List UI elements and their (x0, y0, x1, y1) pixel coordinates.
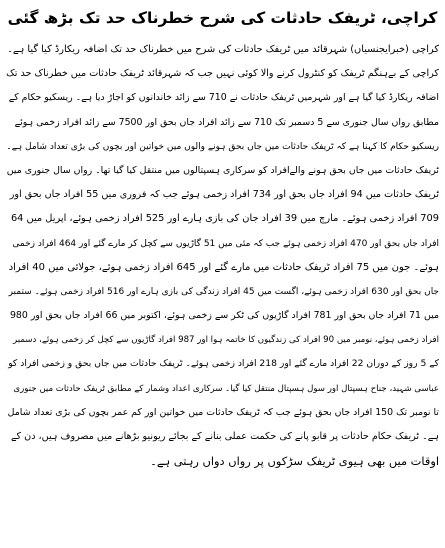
article-line-1: کراچی (خبرایجنسیاں) شہرقائد میں ٹریفک حادثات کی شرح میں خطرناک حد تک اضافہ ریکارڈ کیا گیا ہے۔ (7, 44, 439, 55)
article-line-4: مطابق رواں سال جنوری سے 5 دسمبر تک 710 سے زائد افراد جاں بحق اور 7500 سے زائد افراد زخمی ہوئے (14, 116, 439, 128)
article-line-18: اوقات میں بھی ہیوی ٹریفک سڑکوں پر رواں دواں رہتی ہے۔ (150, 454, 439, 469)
article-line-17: ہے۔ ٹریفک حکام حادثات پر قابو پانے کی حکمت عملی بنانے کے بجائے ریونیو بڑھانے میں مصروف ہیں، دن کے (10, 431, 439, 442)
article-line-12: میں 71 افراد جاں بحق اور 781 افراد گاڑیوں کی ٹکر سے زخمی ہوئے، اکتوبر میں 66 افراد جاں بحق اور 980 (9, 310, 439, 322)
article-body (6, 38, 439, 473)
article-line-15: عباسی شہید، جناح ہسپتال اور سول ہسپتال منتقل کیا گیا۔ سرکاری اعداد وشمار کے مطابق ٹریفک حادثات میں جنوری (13, 383, 439, 394)
article-line-7: ٹریفک حادثات میں 94 افراد جاں بحق اور 734 افراد زخمی ہوئے جب کہ فروری میں 55 افراد جاں بحق اور (9, 189, 439, 201)
article-line-13: افراد زخمی ہوئے، نومبر میں 90 افراد کی زندگیوں کا خاتمہ ہوا اور 987 افراد گاڑیوں سے کچل کر زخمی ہوئے، دسمبر (13, 335, 439, 346)
article-line-9: افراد جاں بحق اور 470 افراد زخمی ہوئے جب کہ مئی میں 51 گاڑیوں سے کچل کر مارے گئے اور 464 افراد زخمی (12, 238, 439, 249)
article-line-2: کراچی کے بےہنگم ٹریفک کو کنٹرول کرنے والا کوئی نہیں جب کہ شہرقائد ٹریفک حادثات میں خطرناک حد تک (6, 68, 439, 80)
article-line-11: جاں بحق اور 630 افراد زخمی ہوئے، اگست میں 45 افراد زندگی کی بازی ہارے اور 516 افراد زخمی ہوئے۔ ستمبر (8, 286, 439, 297)
article-line-5: ریسکیو حکام کا کہنا ہے کہ ٹریفک حادثات میں جاں بحق ہونے والوں میں خواتین اور بچوں کی بڑی تعداد شامل ہے۔ (6, 141, 439, 152)
article-line-6: ٹریفک حادثات میں جاں بحق ہونے والےافراد کو سرکاری ہسپتالوں میں منتقل کیا گیا تھا۔ رواں سال جنوری میں (6, 164, 439, 176)
article-line-14: کے 5 روز کے دوران 22 افراد مارے گئے اور 218 افراد زخمی ہوئے۔ ٹریفک حادثات میں جاں بحق و زخمی افراد کو (8, 358, 439, 370)
headline: کراچی، ٹریفک حادثات کی شرح خطرناک حد تک بڑھ گئی (7, 9, 438, 27)
article-line-3: اضافہ ریکارڈ کیا گیا ہے اور شہرمیں ٹریفک حادثات نے 710 سے زائد خاندانوں کو اجاڑ دیا ہے۔ ریسکیو حکام کے (8, 92, 439, 104)
article-line-8: 709 افراد زخمی ہوئے۔ مارچ میں 39 افراد جان کی بازی ہارے اور 525 افراد زخمی ہوئے، اپریل میں 64 (10, 213, 439, 225)
article-line-10: ہوئے۔ جون میں 75 افراد ٹریفک حادثات میں مارے گئے اور 645 افراد زخمی ہوئے، جولائی میں 40 افراد (8, 261, 439, 273)
article-line-16: تا نومبر تک 150 افراد جاں بحق ہوئے جب کہ ٹریفک حادثات میں خواتین اور کم عمر بچوں کی بڑی تعداد شامل (7, 406, 439, 418)
